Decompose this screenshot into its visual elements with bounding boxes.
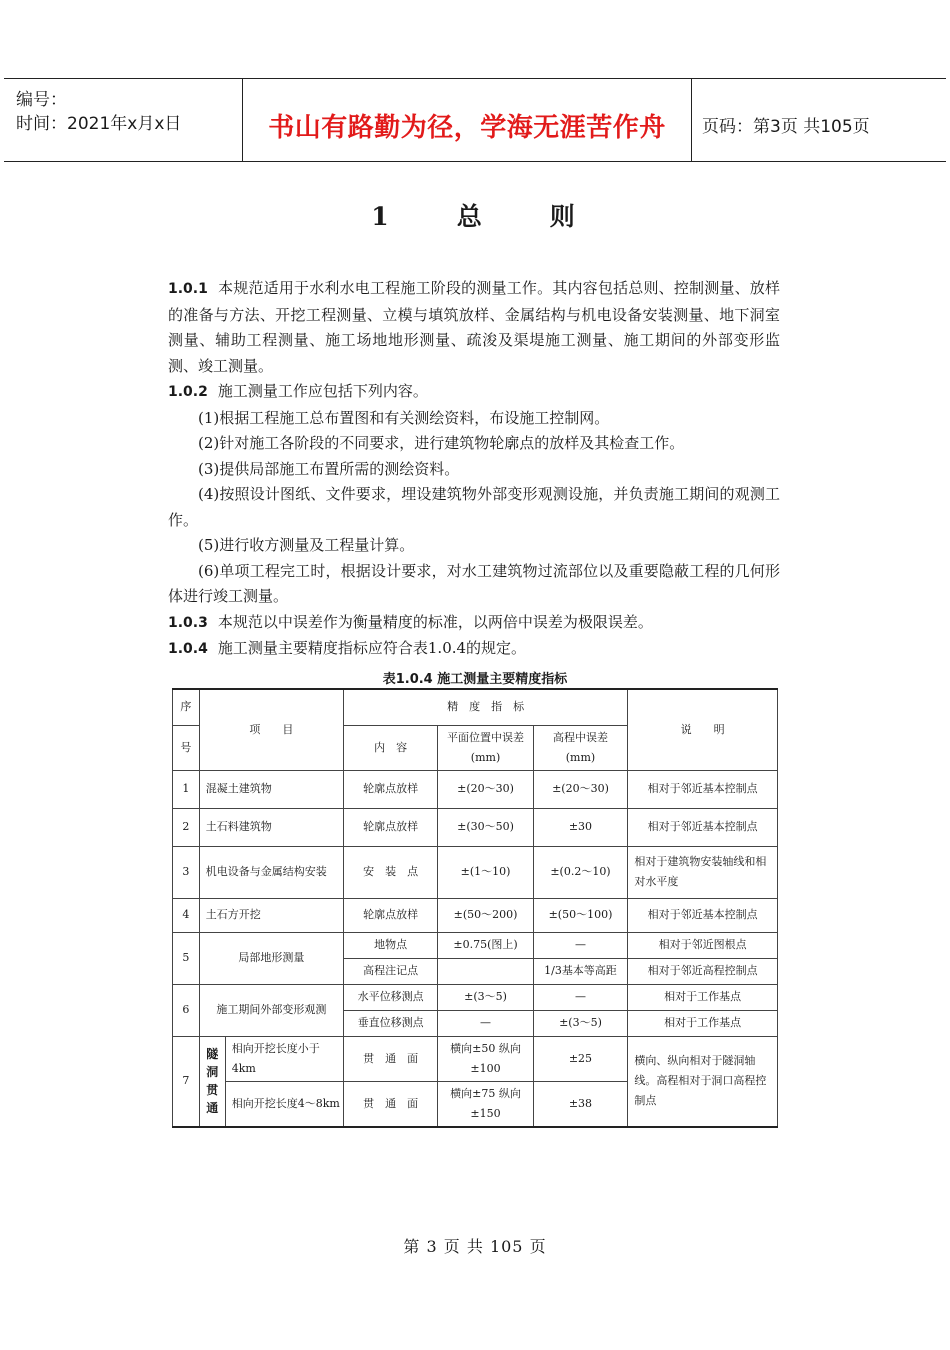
row-item: 土石料建筑物 [199, 808, 343, 846]
clause-1-0-2 [168, 379, 780, 406]
row-number: 1 [173, 770, 200, 808]
page-footer: 第 3 页 共 105 页 [403, 1237, 547, 1256]
number-label: 编号： [16, 90, 67, 110]
table-row [173, 808, 778, 846]
clause-number: 1.0.3 [168, 614, 208, 631]
row-note: 相对于邻近高程控制点 [628, 958, 778, 984]
list-item: (2)针对施工各阶段的不同要求，进行建筑物轮廓点的放样及其检查工作。 [198, 434, 685, 452]
table-row [173, 898, 778, 932]
row-item: 相向开挖长度4～8km [225, 1081, 343, 1127]
row-plane: ±(20～30) [438, 770, 533, 808]
row-height: — [533, 932, 628, 958]
list-item: (6)单项工程完工时，根据设计要求，对水工建筑物过流部位以及重要隐蔽工程的几何形体进行竣工测量。 [168, 561, 780, 605]
row-content: 地物点 [343, 932, 438, 958]
row-plane: ±(1～10) [438, 846, 533, 898]
clause-text: 施工测量工作应包括下列内容。 [217, 382, 428, 400]
table-caption: 表1.0.4 施工测量主要精度指标 [382, 672, 568, 687]
table-row [173, 984, 778, 1010]
chapter-title-char-1: 总 [456, 202, 486, 231]
table-header-row [173, 689, 778, 725]
row-item: 土石方开挖 [199, 898, 343, 932]
page-header [4, 78, 946, 162]
table-row [173, 770, 778, 808]
header-height-label: 高程中误差 [552, 730, 608, 744]
row-height: ±30 [533, 808, 628, 846]
clause-1-0-4 [168, 636, 780, 663]
header-precision: 精 度 指 标 [343, 689, 627, 725]
row-height: ±38 [533, 1081, 628, 1127]
row-height: ±(50～100) [533, 898, 628, 932]
chapter-number: 1 [371, 202, 393, 231]
row-note: 相对于邻近图根点 [628, 932, 778, 958]
row-content: 安 装 点 [343, 846, 438, 898]
clause-number: 1.0.4 [168, 641, 208, 657]
header-plane-label: 平面位置中误差 [447, 730, 525, 744]
row-height: ±(3～5) [533, 1010, 628, 1036]
row-note: 相对于工作基点 [628, 984, 778, 1010]
row-item: 施工期间外部变形观测 [199, 984, 343, 1036]
list-item: (1)根据工程施工总布置图和有关测绘资料，布设施工控制网。 [198, 408, 610, 427]
row-item: 局部地形测量 [199, 932, 343, 984]
row-content: 轮廓点放样 [343, 770, 438, 808]
row-number: 6 [173, 984, 200, 1036]
row-plane: ±(3～5) [438, 984, 533, 1010]
row-note: 相对于工作基点 [628, 1010, 778, 1036]
header-seq-bottom: 号 [173, 725, 200, 770]
row-number: 2 [173, 808, 200, 846]
row-plane: ±(50～200) [438, 898, 533, 932]
row-number: 4 [173, 898, 200, 932]
header-item: 项 目 [199, 689, 343, 770]
header-page-cell [692, 79, 946, 161]
row-note: 相对于邻近基本控制点 [628, 808, 778, 846]
row-plane: 横向±50 纵向±100 [438, 1036, 533, 1081]
row-content: 贯 通 面 [343, 1081, 438, 1127]
list-item: (3)提供局部施工布置所需的测绘资料。 [198, 459, 460, 478]
row-content: 水平位移测点 [343, 984, 438, 1010]
header-page-label: 页码：第3页 共105页 [702, 117, 870, 137]
row-plane: ±0.75(图上) [438, 932, 533, 958]
row-content: 轮廓点放样 [343, 898, 438, 932]
clause-text: 本规范适用于水利水电工程施工阶段的测量工作。其内容包括总则、控制测量、放样的准备与方法、开挖工程测量、立模与填筑放样、金属结构与机电设备安装测量、地下洞室测量、辅助工程测量、施工场地地形测量、疏浚及渠堤施工测量、施工期间的外部变形监测、竣工测量。 [168, 279, 780, 375]
header-height-unit: (mm) [565, 750, 596, 764]
row-item: 机电设备与金属结构安装 [199, 846, 343, 898]
row-height: ±(0.2～10) [533, 846, 628, 898]
row-number: 3 [173, 846, 200, 898]
row-item: 混凝土建筑物 [199, 770, 343, 808]
clause-text: 施工测量主要精度指标应符合表1.0.4的规定。 [217, 639, 527, 657]
row-group-tunnel: 隧洞贯通 [199, 1036, 225, 1127]
header-plane [438, 725, 533, 770]
row-number: 7 [173, 1036, 200, 1127]
row-item: 相向开挖长度小于4km [225, 1036, 343, 1081]
header-note: 说 明 [628, 689, 778, 770]
header-motto-cell [243, 79, 692, 161]
row-plane: ±(30～50) [438, 808, 533, 846]
row-content: 贯 通 面 [343, 1036, 438, 1081]
table-row [173, 1036, 778, 1081]
time-label: 时间：2021年x月x日 [16, 114, 182, 134]
row-note: 相对于邻近基本控制点 [628, 770, 778, 808]
row-note: 相对于建筑物安装轴线和相对水平度 [628, 846, 778, 898]
list-item: (5)进行收方测量及工程量计算。 [198, 536, 415, 554]
motto-text: 书山有路勤为径，学海无涯苦作舟 [268, 113, 666, 143]
row-height: 1/3基本等高距 [533, 958, 628, 984]
row-plane: 横向±75 纵向±150 [438, 1081, 533, 1127]
row-note: 横向、纵向相对于隧洞轴线。高程相对于洞口高程控制点 [628, 1036, 778, 1127]
chapter-title-char-2: 则 [549, 202, 579, 231]
header-seq-top: 序 [173, 689, 200, 725]
table-row [173, 846, 778, 898]
document-body [168, 276, 780, 663]
header-content: 内 容 [343, 725, 438, 770]
chapter-title [0, 197, 950, 233]
row-content: 轮廓点放样 [343, 808, 438, 846]
row-height: — [533, 984, 628, 1010]
table-row [173, 932, 778, 958]
row-height: ±25 [533, 1036, 628, 1081]
row-plane: — [438, 1010, 533, 1036]
row-content: 高程注记点 [343, 958, 438, 984]
clause-number: 1.0.2 [168, 384, 208, 400]
header-meta-cell [4, 79, 243, 161]
list-item: (4)按照设计图纸、文件要求，埋设建筑物外部变形观测设施，并负责施工期间的观测工作。 [168, 485, 780, 529]
row-height: ±(20～30) [533, 770, 628, 808]
header-height [533, 725, 628, 770]
clause-1-0-1 [168, 276, 780, 379]
row-number: 5 [173, 932, 200, 984]
row-note: 相对于邻近基本控制点 [628, 898, 778, 932]
clause-text: 本规范以中误差作为衡量精度的标准，以两倍中误差为极限误差。 [217, 612, 653, 631]
clause-1-0-3 [168, 610, 780, 637]
header-plane-unit: (mm) [470, 750, 501, 764]
clause-number: 1.0.1 [168, 281, 208, 297]
row-content: 垂直位移测点 [343, 1010, 438, 1036]
row-plane [438, 958, 533, 984]
precision-table [172, 688, 778, 1128]
